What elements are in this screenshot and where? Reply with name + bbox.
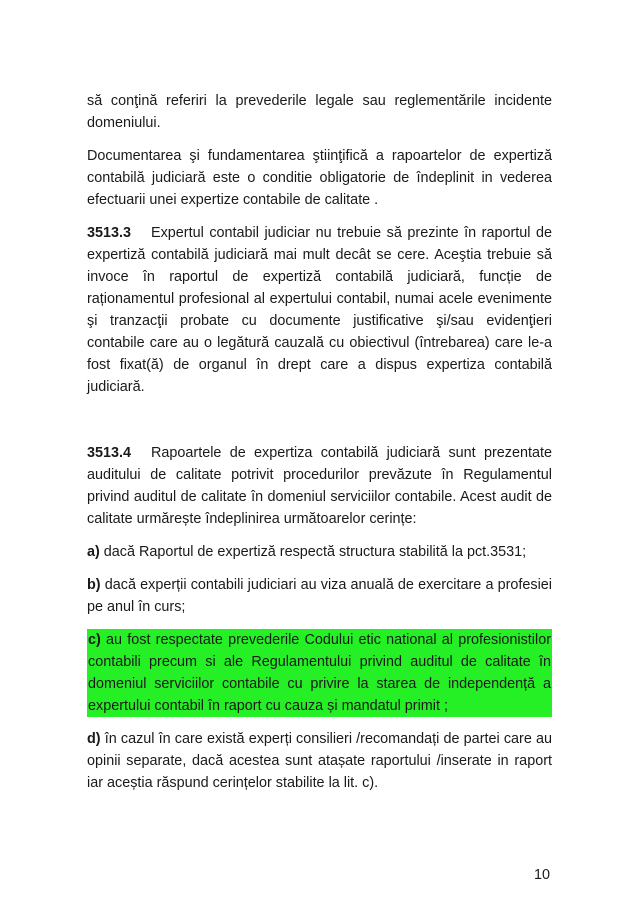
spacer: [87, 409, 552, 442]
item-text: în cazul în care există experți consilieri /recomandați de partei care au opinii separate, dacă acestea sunt atașate raportului /inserate in raport iar aceștia răspund cerințelor stabilite la lit. c).: [87, 731, 552, 791]
item-label: d): [87, 731, 101, 747]
list-item-d: [87, 728, 552, 794]
paragraph-intro: să conţină referiri la prevederile legale sau reglementările incidente domeniului.: [87, 93, 552, 131]
section-text: Expertul contabil judiciar nu trebuie să prezinte în raportul de expertiză contabilă judiciară mai mult decât se cere. Aceştia trebuie să invoce în raportul de expertiză contabilă judiciară, funcție de raționamentul profesional al expertului contabil, numai acele evenimente şi tranzacţii probate cu documente justificative şi/sau evidenţieri contabile care au o legătură cauzală cu obiectivul (întrebarea) care le-a fost fixat(ă) de organul în drept care a dispus expertiza contabilă judiciară.: [87, 225, 552, 395]
section-3513-3: [87, 222, 552, 398]
paragraph-documentation: Documentarea şi fundamentarea ştiinţifică a rapoartelor de expertiză contabilă judiciară este o conditie obligatorie de îndeplinit in vederea efectuarii unei expertize contabile de calitate .: [87, 148, 552, 208]
item-label: b): [87, 577, 101, 593]
page-number: 10: [533, 867, 550, 883]
section-number: 3513.4: [87, 445, 132, 461]
item-text: au fost respectate prevederile Codului etic national al profesionistilor contabili precum si ale Regulamentului privind auditul de calitate în domeniul serviciilor contabile cu privire la starea de independență a expertului contabil în raport cu cauza și mandatul primit ;: [88, 632, 551, 714]
section-text: Rapoartele de expertiza contabilă judiciară sunt prezentate auditului de calitate potrivit procedurilor prevăzute în Regulamentul privind auditul de calitate în domeniul serviciilor contabile. Acest audit de calitate urmărește îndeplinirea următoarelor cerințe:: [87, 445, 552, 527]
list-item-b: [87, 574, 552, 618]
page-body: [87, 90, 552, 805]
item-label: c): [88, 632, 101, 648]
list-item-c-highlighted: [87, 629, 552, 717]
list-item-a: [87, 541, 552, 563]
section-number: 3513.3: [87, 225, 132, 241]
section-3513-4: [87, 442, 552, 530]
item-label: a): [87, 544, 100, 560]
item-text: dacă experții contabili judiciari au viza anuală de exercitare a profesiei pe anul în curs;: [87, 577, 553, 615]
item-text: dacă Raportul de expertiză respectă structura stabilită la pct.3531;: [103, 544, 527, 560]
